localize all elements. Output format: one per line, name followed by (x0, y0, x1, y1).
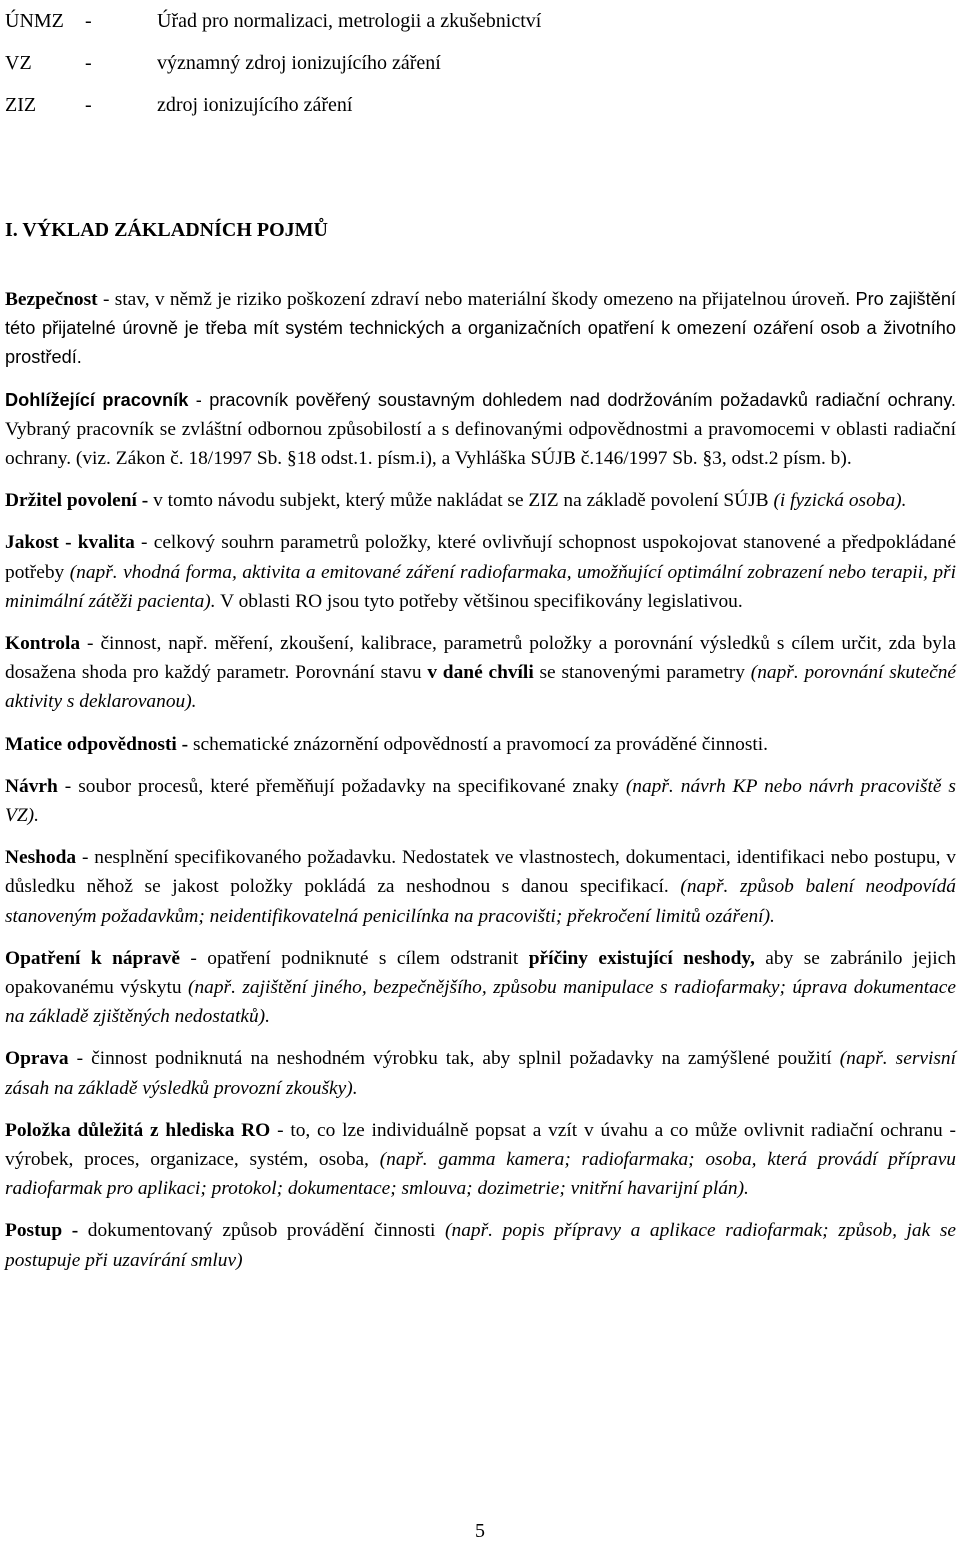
definition-text: schematické znázornění odpovědností a pravomocí za prováděné činnosti. (188, 733, 769, 755)
definition-opatreni (5, 944, 956, 1032)
definition-text: - nesplnění specifikovaného požadavku. Nedostatek ve vlastnostech, dokumentaci, identifikaci nebo postupu, v důsledku něhož se jakost položky pokládá za neshodnou s danou specifikací. (5, 847, 956, 898)
definition-text-2: Vybraný pracovník se zvláštní odbornou způsobilostí a s definovanými odpovědnostmi a pravomocemi v oblasti radiační ochrany. (viz. Zákon č. 18/1997 Sb. §18 odst.1. písm.i), a Vyhláška SÚJB č.146/1997 Sb. §3, odst.2 písm. b). (5, 418, 956, 470)
definition-text: v tomto návodu subjekt, který může nakládat se ZIZ na základě povolení SÚJB (148, 490, 774, 512)
abbreviation-list (5, 0, 945, 126)
definition-drzitel (5, 486, 956, 515)
definition-text: - soubor procesů, které přeměňují požadavky na specifikované znaky (57, 775, 626, 797)
definition-text: - to, co lze individuálně popsat a vzít v úvahu a co může ovlivnit radiační ochranu - výrobek, proces, organizace, systém, osoba, (5, 1119, 957, 1171)
definition-term: Matice odpovědnosti - (5, 733, 189, 755)
page-number: 5 (475, 1520, 485, 1542)
definition-emphasis: v dané chvíli (427, 662, 534, 684)
definition-example: (např. popis přípravy a aplikace radiofarmak; způsob, jak se postupuje při uzavírání smluv) (5, 1220, 956, 1271)
definition-example: (např. způsob balení neodpovídá stanoveným požadavkům; neidentifikovatelná penicilínka na pracovišti; překročení limitů ozáření). (5, 876, 956, 927)
definition-term: Položka důležitá z hlediska RO (5, 1119, 271, 1141)
definition-text-2: se stanovenými parametry (533, 662, 751, 684)
definition-text: - pracovník pověřený soustavným dohledem nad dodržováním požadavků radiační ochrany. (188, 389, 956, 410)
abbreviation-row (5, 42, 945, 84)
definition-text: - celkový souhrn parametrů položky, které ovlivňují schopnost uspokojovat stanovené a předpokládané potřeby (5, 532, 956, 583)
definition-text-2: V oblasti RO jsou tyto potřeby většinou specifikovány legislativou. (215, 590, 743, 612)
definition-term: Kontrola (5, 633, 81, 655)
definition-text: dokumentovaný způsob provádění činnosti (78, 1220, 446, 1242)
definition-text: - stav, v němž je riziko poškození zdraví nebo materiální škody omezeno na přijatelnou úroveň. (97, 289, 856, 310)
definition-matice (5, 730, 956, 759)
definition-text: - opatření podniknuté s cílem odstranit (179, 947, 529, 969)
definition-postup (5, 1216, 956, 1274)
definition-term: Oprava (5, 1048, 69, 1070)
definition-dohlizejici (5, 386, 956, 474)
definition-term: Dohlížející pracovník (5, 389, 189, 410)
definitions-list (5, 285, 956, 1288)
definition-text-2: aby se zabránilo jejich opakovanému výskytu (5, 947, 956, 999)
definition-term: Držitel povolení - (5, 490, 149, 512)
abbreviation-dash: - (85, 52, 92, 74)
definition-oprava (5, 1044, 956, 1102)
abbreviation-key: VZ (5, 52, 32, 74)
definition-term: Neshoda (5, 847, 77, 869)
abbreviation-dash: - (85, 10, 92, 32)
definition-term: Bezpečnost (5, 289, 98, 310)
abbreviation-key: ZIZ (5, 94, 37, 116)
definition-example: (např. návrh KP nebo návrh pracoviště s VZ). (5, 775, 956, 827)
abbreviation-value: zdroj ionizujícího záření (157, 94, 353, 116)
definition-polozka (5, 1116, 956, 1204)
abbreviation-key: ÚNMZ (5, 10, 64, 32)
definition-text-sans: Pro zajištění této přijatelné úrovně je třeba mít systém technických a organizačních opatření k omezení ozáření osob a životního prostředí. (5, 289, 956, 368)
definition-emphasis: příčiny existující neshody, (528, 947, 755, 969)
definition-text: - činnost, např. měření, zkoušení, kalibrace, parametrů položky a porovnání výsledků s cílem určit, zda byla dosažena shoda pro každý parametr. Porovnání stavu (5, 633, 956, 684)
definition-text: - činnost podniknutá na neshodném výrobku tak, aby splnil požadavky na zamýšlené použití (68, 1048, 840, 1070)
abbreviation-row (5, 84, 945, 126)
definition-example: (např. porovnání skutečné aktivity s deklarovanou). (5, 662, 956, 713)
definition-kontrola (5, 629, 956, 717)
abbreviation-row (5, 0, 945, 42)
definition-neshoda (5, 843, 956, 931)
definition-jakost (5, 528, 956, 616)
abbreviation-value: Úřad pro normalizaci, metrologii a zkušebnictví (157, 10, 542, 32)
definition-term: Návrh (5, 775, 58, 797)
definition-example: (např. zajištění jiného, bezpečnějšího, způsobu manipulace s radiofarmaky; úprava dokumentace na základě zjištěných nedostatků). (5, 977, 956, 1028)
definition-navrh (5, 772, 956, 830)
definition-example: (např. vhodná forma, aktivita a emitované záření radiofarmaka, umožňující optimální zobrazení nebo terapii, při minimální zátěži pacienta). (5, 561, 956, 612)
definition-example: (např. gamma kamera; radiofarmaka; osoba, která provádí přípravu radiofarmak pro aplikaci; protokol; dokumentace; smlouva; dozimetrie; vnitřní havarijní plán). (5, 1149, 956, 1200)
definition-example: (např. servisní zásah na základě výsledků provozní zkoušky). (5, 1048, 957, 1099)
definition-term: Jakost - kvalita (5, 532, 135, 554)
definition-example: (i fyzická osoba). (773, 490, 907, 512)
definition-term: Postup - (5, 1220, 79, 1242)
abbreviation-value: významný zdroj ionizujícího záření (157, 52, 441, 74)
section-heading: I. VÝKLAD ZÁKLADNÍCH POJMŮ (5, 219, 328, 241)
definition-term: Opatření k nápravě (5, 947, 180, 969)
definition-bezpecnost (5, 285, 956, 373)
abbreviation-dash: - (85, 94, 92, 116)
